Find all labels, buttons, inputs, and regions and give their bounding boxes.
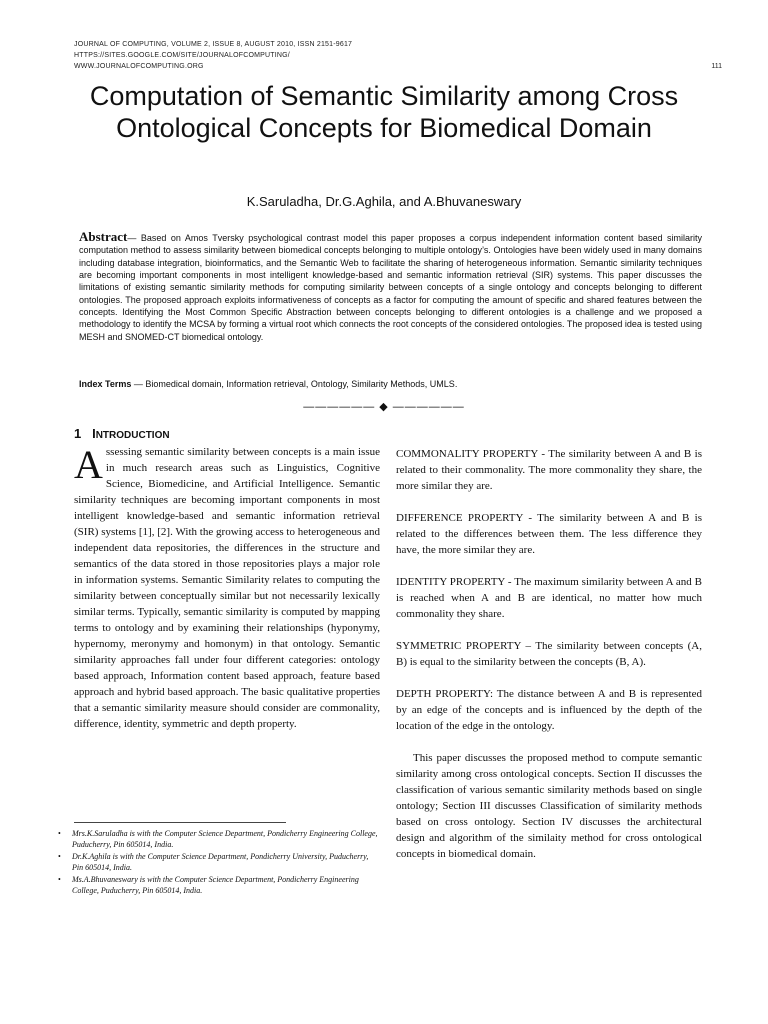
index-terms-text: — Biomedical domain, Information retrieval, Ontology, Similarity Methods, UMLS.	[131, 379, 458, 389]
index-terms-label: Index Terms	[79, 379, 132, 389]
journal-header-line-2[interactable]: HTTPS://SITES.GOOGLE.COM/SITE/JOURNALOFCOMPUTING/	[74, 52, 290, 59]
author-footnotes	[58, 828, 380, 897]
journal-header-line-1: JOURNAL OF COMPUTING, VOLUME 2, ISSUE 8, AUGUST 2010, ISSN 2151-9617	[74, 41, 353, 48]
intro-text: ssessing semantic similarity between concepts is a main issue in much research areas such as Linguistics, Cognitive Science, Biomedicine, and Artificial Intelligence. Semantic similarity techniques are becoming important components in most intelligent knowledge-based and semantic information retrieval (SIR) systems [1], [2]. With the growing access to heterogeneous and independent data repositories, the differences in the structure and semantics of the data stored in those repositories plays a major role in information systems. Semantic Similarity relates to computing the similarity between conceptually similar but not necessarily lexically similar terms. Typically, semantic similarity is computed by mapping terms to ontology and by examining their relationships (hyponymy, hypernomy, meronymy and homonym) in that ontology. Semantic similarity approaches fall under four different categories: ontology based approach, Information content based approach, feature based approach and hybrid based approach. The basic qualitative properties that a semantic similarity measure should consider are commonality, difference, identity, symmetric and depth property.	[74, 446, 380, 730]
paper-title: Computation of Semantic Similarity among Cross Ontological Concepts for Biomedical Domain	[89, 81, 679, 143]
abstract-text: — Based on Amos Tversky psychological contrast model this paper proposes a corpus independent information content based similarity computation method to assess similarity between biomedical concepts belonging to multiple ontology’s. Ontologies have been widely used in many domains including database integration, bioinformatics, and the Semantic Web to facilitate the sharing of heterogeneous information. Semantic similarity techniques are becoming important components in most intelligent knowledge-based and semantic information retrieval (SIR) systems. This paper discusses the limitations of existing semantic similarity methods for computing similarity between concepts of a single ontology and concepts belonging to different ontologies. The proposed approach exploits informativeness of concepts as a factor for computing the amount of specific and shared features between the concepts. Identifying the Most Common Specific Abstraction between concepts belonging to different ontologies is a challenge and we proposed a methodology to identify the MCSA by forming a virtual root which connects the root concepts of the considered ontologies. The proposed idea is tested using MESH and SNOMED-CT biomedical ontology.	[79, 233, 702, 342]
intro-paragraph	[74, 444, 380, 732]
drop-cap: A	[74, 442, 103, 487]
property-paragraph: COMMONALITY PROPERTY - The similarity between A and B is related to their commonality. The more commonality they share, the more similar they are.	[396, 448, 702, 492]
section-number: 1	[74, 426, 82, 441]
property-paragraph: SYMMETRIC PROPERTY – The similarity between concepts (A, B) is equal to the similarity between the concepts (B, A).	[396, 640, 702, 668]
section-title-initial: I	[92, 426, 96, 441]
section-title-rest: NTRODUCTION	[95, 430, 170, 441]
journal-header-line-3[interactable]: WWW.JOURNALOFCOMPUTING.ORG	[74, 63, 204, 70]
abstract-label: Abstract	[79, 229, 128, 244]
paper-outline-paragraph: This paper discusses the proposed method to compute semantic similarity among cross ontological concepts. Section II discusses the classification of various semantic similarity methods based on single ontology; Section III discusses Classification of similarity methods based on cross ontology. Section IV discusses the architectural design and algorithm of the similaity method for cross ontological concepts in biomedical domain.	[396, 752, 702, 860]
page-number: 111	[711, 63, 722, 70]
footnote-item: • Dr.K.Aghila is with the Computer Science Department, Pondicherry University, Puducherry, Pin 605014, India.	[58, 851, 380, 873]
section-divider: —————— ◆ ——————	[303, 401, 465, 413]
footnote-rule	[74, 822, 286, 823]
right-column	[396, 446, 702, 878]
abstract-block	[79, 231, 702, 343]
index-terms-block	[79, 379, 702, 389]
left-column	[74, 444, 380, 732]
footnote-item: • Mrs.K.Saruladha is with the Computer Science Department, Pondicherry Engineering College, Puducherry, Pin 605014, India.	[58, 828, 380, 850]
property-paragraph: DEPTH PROPERTY: The distance between A and B is represented by an edge of the concepts and is influenced by the depth of the location of the edge in the ontology.	[396, 688, 702, 732]
footnote-item: • Ms.A.Bhuvaneswary is with the Computer Science Department, Pondicherry Engineering College, Puducherry, Pin 605014, India.	[58, 874, 380, 896]
paper-authors: K.Saruladha, Dr.G.Aghila, and A.Bhuvaneswary	[246, 194, 522, 209]
section-heading	[74, 426, 170, 441]
property-paragraph: DIFFERENCE PROPERTY - The similarity between A and B is related to the differences between them. The less difference they have, the more similar they are.	[396, 512, 702, 556]
property-paragraph: IDENTITY PROPERTY - The maximum similarity between A and B is reached when A and B are identical, no matter how much commonality they share.	[396, 576, 702, 620]
